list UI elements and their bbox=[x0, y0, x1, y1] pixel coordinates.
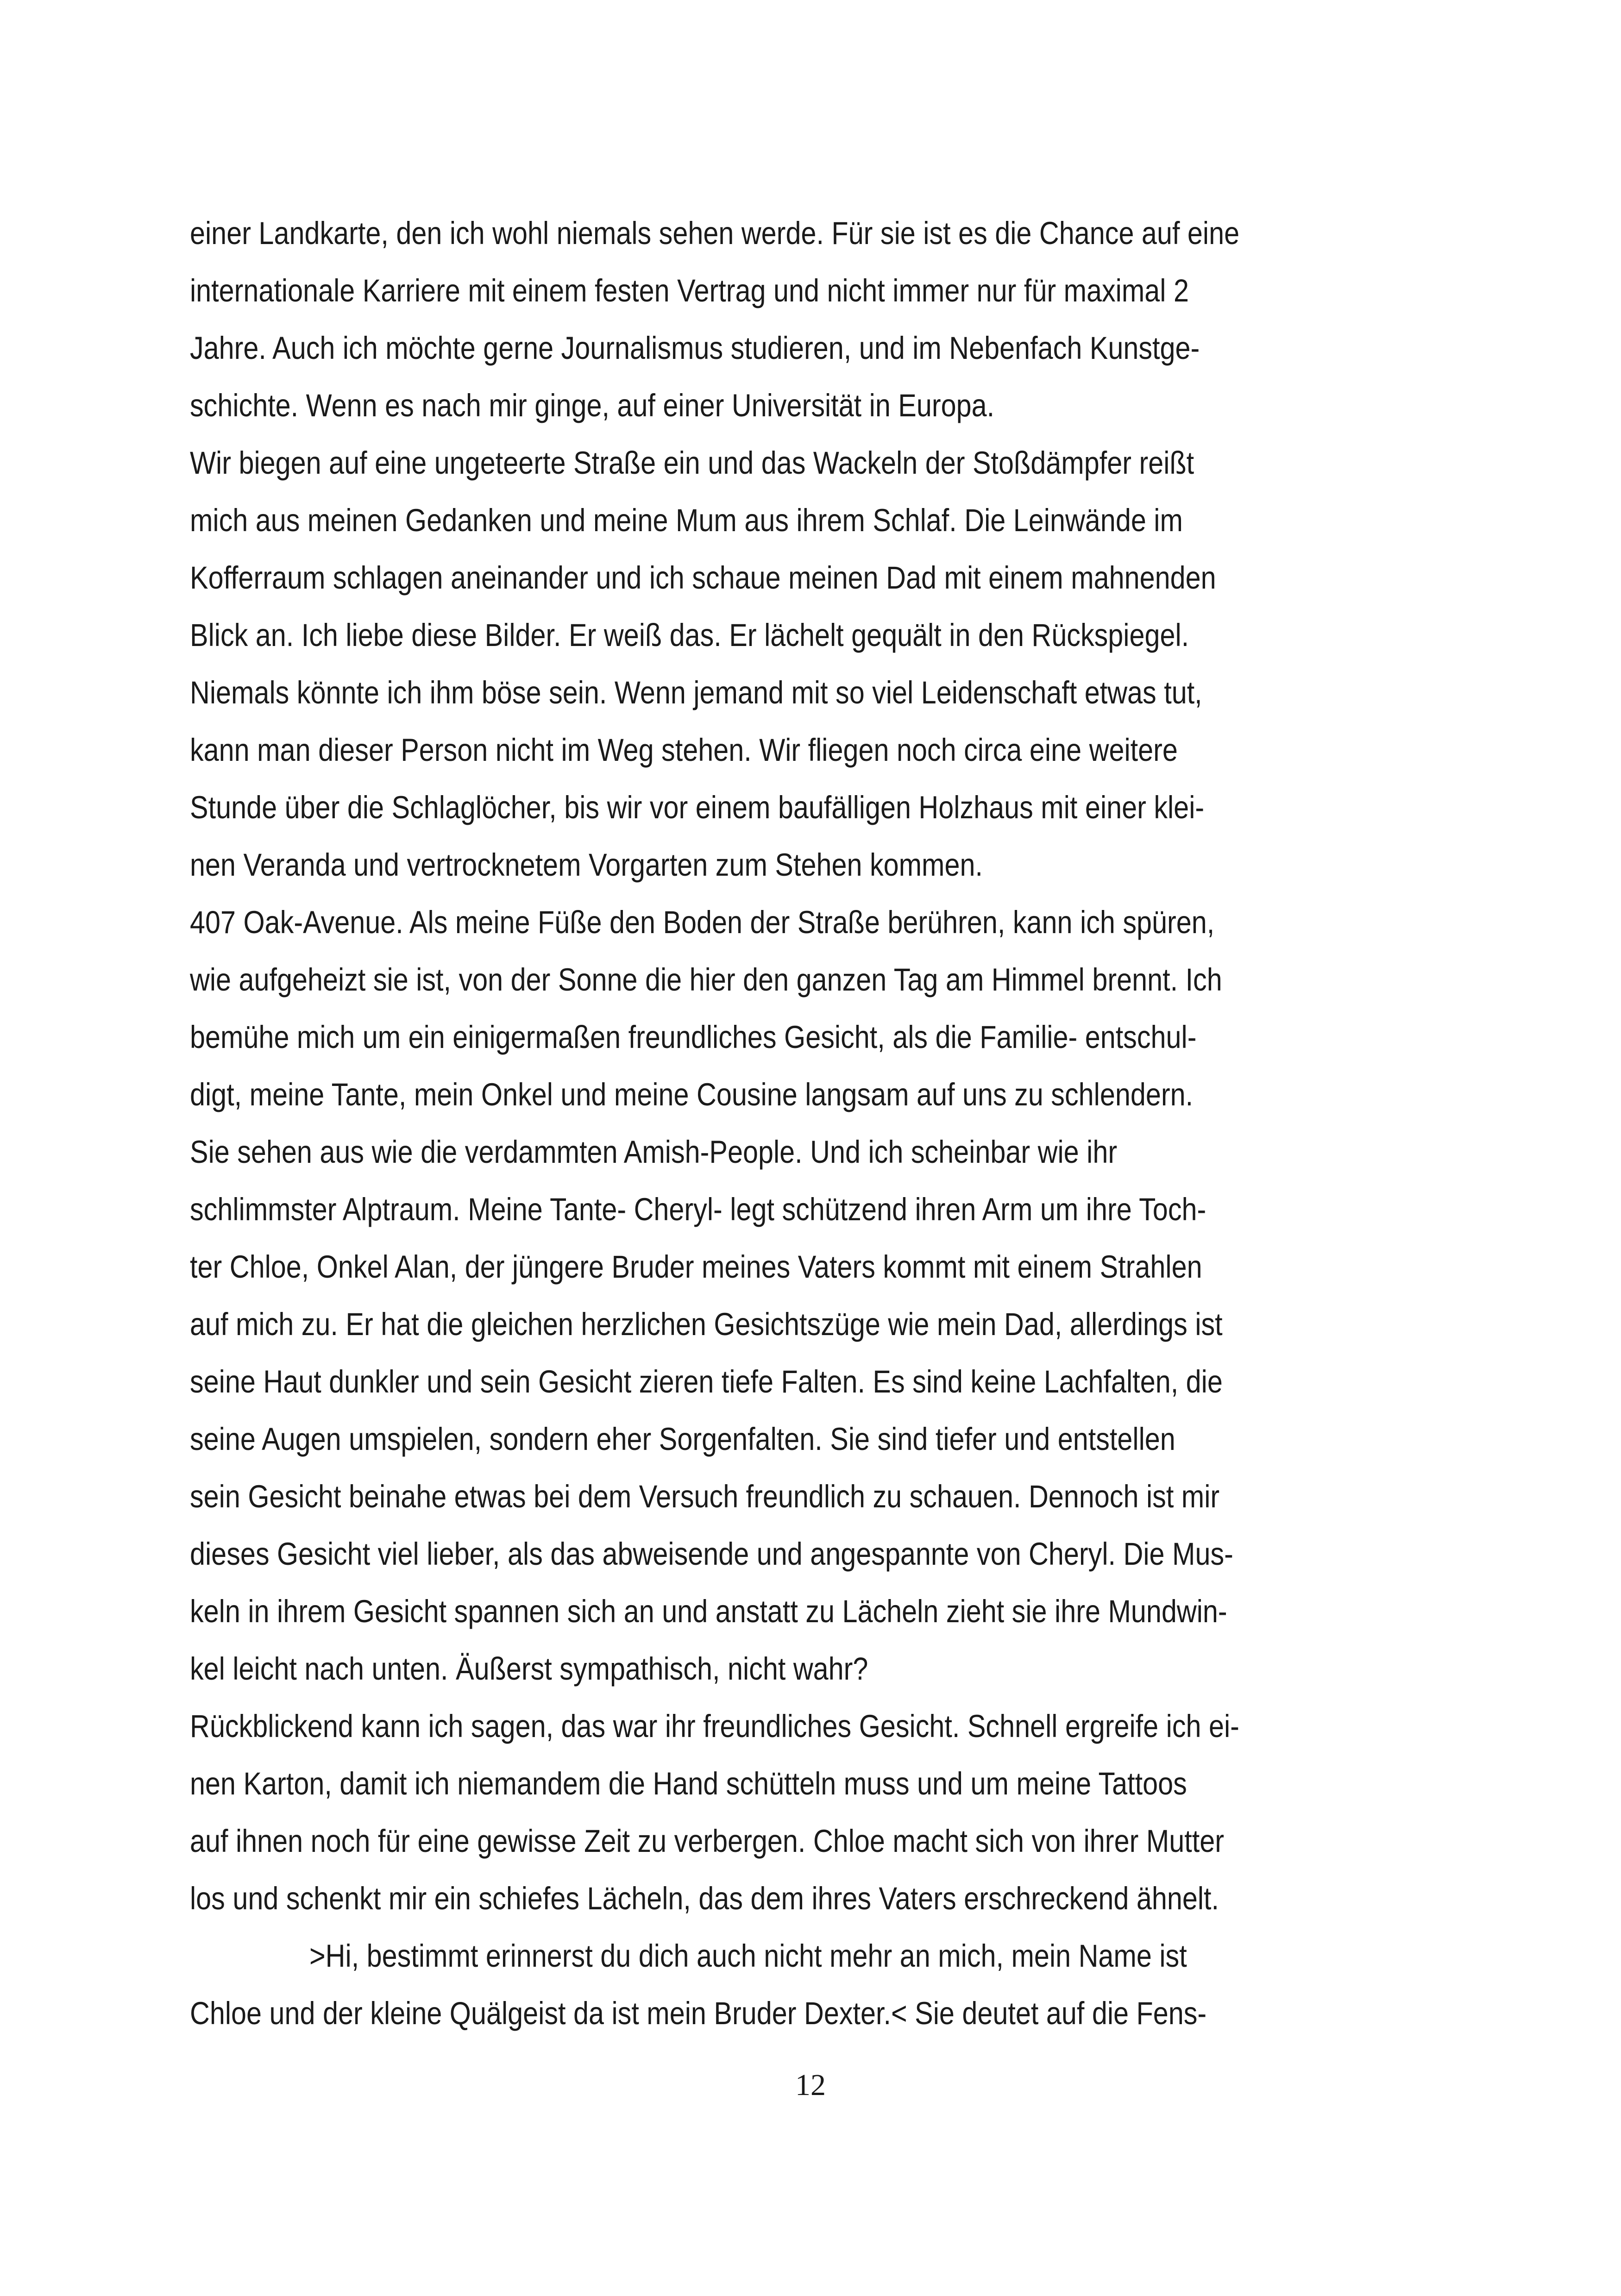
text-line-17: Sie sehen aus wie die verdammten Amish-People. Und ich scheinbar wie ihr bbox=[190, 1134, 1118, 1170]
text-line-29: auf ihnen noch für eine gewisse Zeit zu verbergen. Chloe macht sich von ihrer Mutter bbox=[190, 1823, 1224, 1859]
text-line-7: Kofferraum schlagen aneinander und ich schaue meinen Dad mit einem mahnenden bbox=[190, 560, 1216, 596]
text-line-5: Wir biegen auf eine ungeteerte Straße ein und das Wackeln der Stoßdämpfer reißt bbox=[190, 445, 1194, 481]
text-line-9: Niemals könnte ich ihm böse sein. Wenn jemand mit so viel Leidenschaft etwas tut, bbox=[190, 675, 1202, 710]
text-line-24: dieses Gesicht viel lieber, als das abweisende und angespannte von Cheryl. Die Mus- bbox=[190, 1536, 1233, 1572]
text-line-23: sein Gesicht beinahe etwas bei dem Versuch freundlich zu schauen. Dennoch ist mir bbox=[190, 1479, 1220, 1514]
text-line-12: nen Veranda und vertrocknetem Vorgarten zum Stehen kommen. bbox=[190, 847, 983, 883]
page-number: 12 bbox=[795, 2068, 826, 2102]
text-line-16: digt, meine Tante, mein Onkel und meine Cousine langsam auf uns zu schlendern. bbox=[190, 1077, 1194, 1112]
text-line-11: Stunde über die Schlaglöcher, bis wir vor einem baufälligen Holzhaus mit einer klei- bbox=[190, 790, 1205, 825]
text-line-6: mich aus meinen Gedanken und meine Mum aus ihrem Schlaf. Die Leinwände im bbox=[190, 502, 1183, 538]
body-text bbox=[190, 205, 1450, 2042]
text-line-28: nen Karton, damit ich niemandem die Hand schütteln muss und um meine Tattoos bbox=[190, 1766, 1187, 1801]
text-line-8: Blick an. Ich liebe diese Bilder. Er weiß das. Er lächelt gequält in den Rückspiegel. bbox=[190, 617, 1189, 653]
text-line-25: keln in ihrem Gesicht spannen sich an und anstatt zu Lächeln zieht sie ihre Mundwin- bbox=[190, 1593, 1227, 1629]
text-line-20: auf mich zu. Er hat die gleichen herzlichen Gesichtszüge wie mein Dad, allerdings ist bbox=[190, 1306, 1223, 1342]
text-line-22: seine Augen umspielen, sondern eher Sorgenfalten. Sie sind tiefer und entstellen bbox=[190, 1421, 1175, 1457]
text-line-3: Jahre. Auch ich möchte gerne Journalismus studieren, und im Nebenfach Kunstge- bbox=[190, 330, 1200, 366]
text-line-13: 407 Oak-Avenue. Als meine Füße den Boden der Straße berühren, kann ich spüren, bbox=[190, 904, 1215, 940]
text-line-27: Rückblickend kann ich sagen, das war ihr freundliches Gesicht. Schnell ergreife ich ei- bbox=[190, 1708, 1239, 1744]
text-line-19: ter Chloe, Onkel Alan, der jüngere Bruder meines Vaters kommt mit einem Strahlen bbox=[190, 1249, 1202, 1285]
text-line-2: internationale Karriere mit einem festen Vertrag und nicht immer nur für maximal 2 bbox=[190, 273, 1189, 308]
text-line-21: seine Haut dunkler und sein Gesicht zieren tiefe Falten. Es sind keine Lachfalten, die bbox=[190, 1364, 1223, 1399]
text-line-26: kel leicht nach unten. Äußerst sympathisch, nicht wahr? bbox=[190, 1651, 868, 1687]
text-line-15: bemühe mich um ein einigermaßen freundliches Gesicht, als die Familie- entschul- bbox=[190, 1019, 1197, 1055]
text-line-14: wie aufgeheizt sie ist, von der Sonne die hier den ganzen Tag am Himmel brennt. Ich bbox=[190, 962, 1222, 997]
text-line-1: einer Landkarte, den ich wohl niemals sehen werde. Für sie ist es die Chance auf eine bbox=[190, 215, 1240, 251]
text-line-10: kann man dieser Person nicht im Weg stehen. Wir fliegen noch circa eine weitere bbox=[190, 732, 1178, 768]
text-line-4: schichte. Wenn es nach mir ginge, auf einer Universität in Europa. bbox=[190, 388, 995, 423]
text-line-30: los und schenkt mir ein schiefes Lächeln, das dem ihres Vaters erschreckend ähnelt. bbox=[190, 1881, 1219, 1916]
text-line-18: schlimmster Alptraum. Meine Tante- Cheryl- legt schützend ihren Arm um ihre Toch- bbox=[190, 1192, 1206, 1227]
text-line-31-indented: >Hi, bestimmt erinnerst du dich auch nicht mehr an mich, mein Name ist bbox=[309, 1938, 1187, 1974]
text-line-32: Chloe und der kleine Quälgeist da ist mein Bruder Dexter.< Sie deutet auf die Fens- bbox=[190, 1995, 1207, 2031]
